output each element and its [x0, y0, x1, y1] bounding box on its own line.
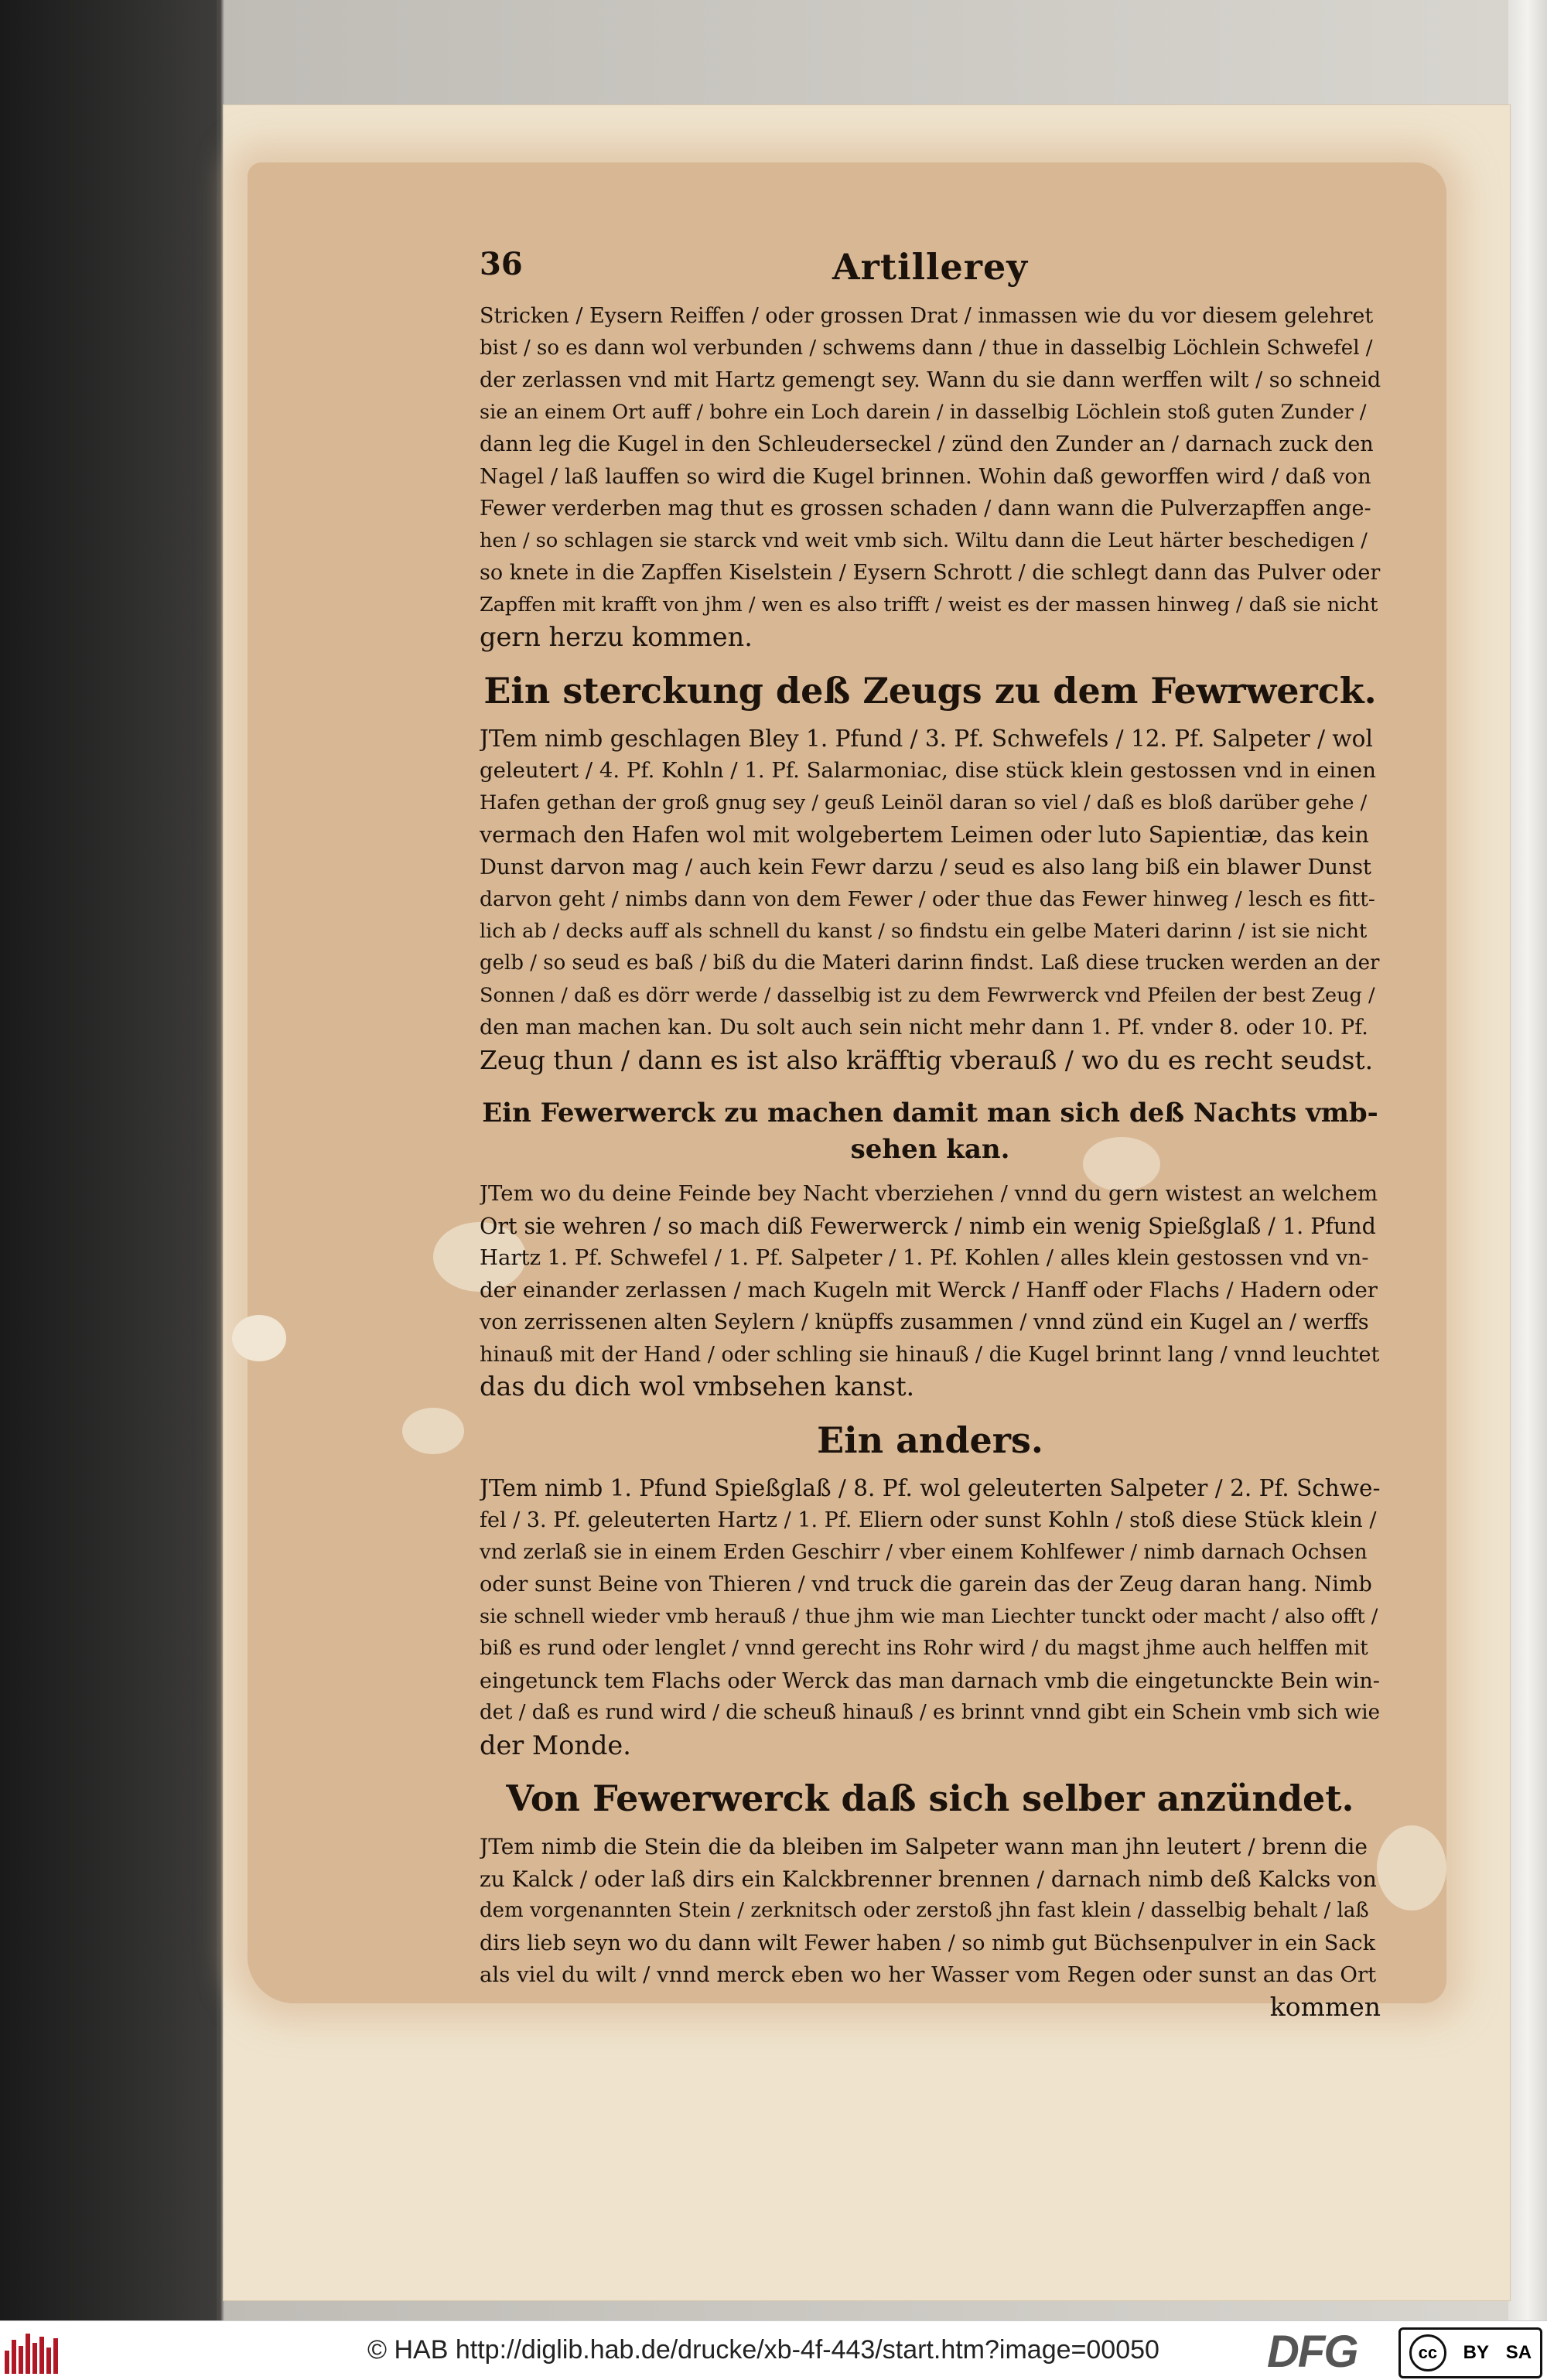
text-line: JTem wo du deine Feinde bey Nacht vberziehen / vnnd du gern wistest an welchem: [480, 1181, 1378, 1206]
section-heading-text: Ein anders.: [817, 1419, 1043, 1460]
text-line: Fewer verderben mag thut es grossen schaden / dann wann die Pulverzapffen ange-: [480, 497, 1371, 521]
section-heading: [480, 1093, 1381, 1166]
text-line: bist / so es dann wol verbunden / schwems dann / thue in dasselbig Löchlein Schwefel /: [480, 336, 1373, 360]
text-line: so knete in die Zapffen Kiselstein / Eysern Schrott / die schlegt dann das Pulver oder: [480, 561, 1381, 585]
footer-bar: [0, 2320, 1547, 2380]
text-line: JTem nimb geschlagen Bley 1. Pfund / 3. Pf. Schwefels / 12. Pf. Salpeter / wol: [480, 725, 1373, 752]
stain-spot: [402, 1408, 464, 1454]
text-line: det / daß es rund wird / die scheuß hinauß / es brinnt vnnd gibt ein Schein vmb sich wie: [480, 1701, 1380, 1724]
text-line: hinauß mit der Hand / oder schling sie hinauß / die Kugel brinnt lang / vnnd leuchtet: [480, 1342, 1380, 1367]
text-line: Dunst darvon mag / auch kein Fewr darzu / seud es also lang biß ein blawer Dunst: [480, 854, 1371, 879]
text-line: den man machen kan. Du solt auch sein nicht mehr dann 1. Pf. vnder 8. oder 10. Pf.: [480, 1016, 1368, 1040]
paragraph: [480, 1473, 1381, 1762]
paragraph: [480, 1831, 1381, 1992]
section-heading-text: Ein Fewerwerck zu machen damit man sich deß Nachts vmb-: [482, 1098, 1378, 1129]
paragraph: [480, 300, 1381, 654]
text-line: Stricken / Eysern Reiffen / oder grossen Drat / inmassen wie du vor diesem gelehret: [480, 304, 1374, 328]
text-line: zu Kalck / oder laß dirs ein Kalckbrenner brennen / darnach nimb deß Kalcks von: [480, 1866, 1377, 1892]
page-text: [480, 246, 1381, 2023]
text-line: Zeug thun / dann es ist also kräfftig vberauß / wo du es recht seudst.: [480, 1044, 1374, 1075]
text-line: lich ab / decks auff als schnell du kanst / so findstu ein gelbe Materi darinn / ist sie nicht: [480, 919, 1368, 943]
text-line: dem vorgenannten Stein / zerknitsch oder zerstoß jhn fast klein / dasselbig behalt / laß: [480, 1899, 1369, 1922]
text-line: fel / 3. Pf. geleuterten Hartz / 1. Pf. Eliern oder sunst Kohln / stoß diese Stück klein /: [480, 1508, 1377, 1532]
section-heading-continuation: sehen kan.: [850, 1134, 1010, 1165]
text-line: sie schnell wieder vmb herauß / thue jhm wie man Liechter tunckt oder macht / also offt /: [480, 1604, 1378, 1628]
catchword: kommen: [1269, 1991, 1381, 2022]
text-line: vermach den Hafen wol mit wolgebertem Leimen oder luto Sapientiæ, das kein: [480, 822, 1369, 848]
text-line: darvon geht / nimbs dann von dem Fewer / oder thue das Fewer hinweg / lesch es fitt-: [480, 887, 1375, 911]
page-number: 36: [480, 246, 523, 282]
running-head: Artillerey: [832, 246, 1029, 288]
text-line: von zerrissenen alten Seylern / knüpffs zusammen / vnnd zünd ein Kugel an / werffs: [480, 1310, 1369, 1334]
paragraph: [480, 1178, 1381, 1403]
stain-spot: [1377, 1825, 1446, 1910]
section-heading: [480, 671, 1381, 711]
text-line: oder sunst Beine von Thieren / vnd truck die garein das der Zeug daran hang. Nimb: [480, 1572, 1372, 1596]
hab-logo-icon: [5, 2327, 65, 2374]
footer-credit-link[interactable]: © HAB http://diglib.hab.de/drucke/xb-4f-443/start.htm?image=00050: [367, 2335, 1159, 2365]
by-label: BY: [1463, 2342, 1489, 2363]
text-line: als viel du wilt / vnnd merck eben wo her Wasser vom Regen oder sunst an das Ort: [480, 1962, 1377, 1987]
text-blocks: [480, 300, 1381, 1992]
section-heading-text: Von Fewerwerck daß sich selber anzündet.: [506, 1778, 1354, 1818]
text-line: Zapffen mit krafft von jhm / wen es also trifft / weist es der massen hinweg / daß sie nicht: [480, 592, 1378, 616]
text-line: vnd zerlaß sie in einem Erden Geschirr / vber einem Kohlfewer / nimb darnach Ochsen: [480, 1540, 1368, 1564]
text-line: der zerlassen vnd mit Hartz gemengt sey. Wann du sie dann werffen wilt / so schneid: [480, 368, 1381, 392]
cc-icon: cc: [1409, 2334, 1446, 2371]
scanner-left-edge: [0, 0, 217, 2320]
text-line: sie an einem Ort auff / bohre ein Loch darein / in dasselbig Löchlein stoß guten Zunder /: [480, 400, 1367, 424]
text-line: eingetunck tem Flachs oder Werck das man darnach vmb die eingetunckte Bein win-: [480, 1668, 1380, 1693]
text-line: das du dich wol vmbsehen kanst.: [480, 1371, 915, 1402]
cc-license-badge[interactable]: [1398, 2327, 1542, 2378]
section-heading: [480, 1420, 1381, 1460]
text-line: Nagel / laß lauffen so wird die Kugel brinnen. Wohin daß geworffen wird / daß von: [480, 463, 1371, 489]
text-line: gern herzu kommen.: [480, 622, 753, 652]
text-line: der einander zerlassen / mach Kugeln mit Werck / Hanff oder Flachs / Hadern oder: [480, 1277, 1378, 1303]
text-line: biß es rund oder lenglet / vnnd gerecht ins Rohr wird / du magst jhme auch helffen mit: [480, 1637, 1368, 1660]
section-heading-text: Ein sterckung deß Zeugs zu dem Fewrwerck.: [483, 670, 1377, 711]
text-line: dann leg die Kugel in den Schleuderseckel / zünd den Zunder an / darnach zuck den: [480, 432, 1374, 456]
text-line: JTem nimb die Stein die da bleiben im Salpeter wann man jhn leutert / brenn die: [480, 1834, 1368, 1859]
text-line: dirs lieb seyn wo du dann wilt Fewer haben / so nimb gut Büchsenpulver in ein Sack: [480, 1931, 1375, 1955]
text-line: Hafen gethan der groß gnug sey / geuß Leinöl daran so viel / daß es bloß darüber gehe /: [480, 790, 1368, 814]
paragraph: [480, 723, 1381, 1077]
stain-spot: [232, 1315, 286, 1361]
text-line: JTem nimb 1. Pfund Spießglaß / 8. Pf. wol geleuterten Salpeter / 2. Pf. Schwe-: [480, 1474, 1381, 1501]
dfg-logo: DFG: [1267, 2327, 1357, 2377]
text-line: Ort sie wehren / so mach diß Fewerwerck / nimb ein wenig Spießglaß / 1. Pfund: [480, 1213, 1376, 1239]
text-line: Hartz 1. Pf. Schwefel / 1. Pf. Salpeter / 1. Pf. Kohlen / alles klein gestossen vnd vn-: [480, 1245, 1369, 1270]
page-header: [480, 246, 1381, 292]
text-line: der Monde.: [480, 1730, 631, 1760]
scanner-right-edge: [1508, 0, 1547, 2320]
text-line: geleutert / 4. Pf. Kohln / 1. Pf. Salarmoniac, dise stück klein gestossen vnd in einen: [480, 758, 1376, 783]
section-heading: [480, 1778, 1381, 1818]
text-line: Sonnen / daß es dörr werde / dasselbig ist zu dem Fewrwerck vnd Pfeilen der best Zeug /: [480, 983, 1375, 1007]
sa-label: SA: [1505, 2342, 1532, 2363]
text-line: hen / so schlagen sie starck vnd weit vmb sich. Wiltu dann die Leut härter beschedigen /: [480, 528, 1368, 552]
text-line: gelb / so seud es baß / biß du die Materi darinn findst. Laß diese trucken werden an der: [480, 951, 1380, 975]
